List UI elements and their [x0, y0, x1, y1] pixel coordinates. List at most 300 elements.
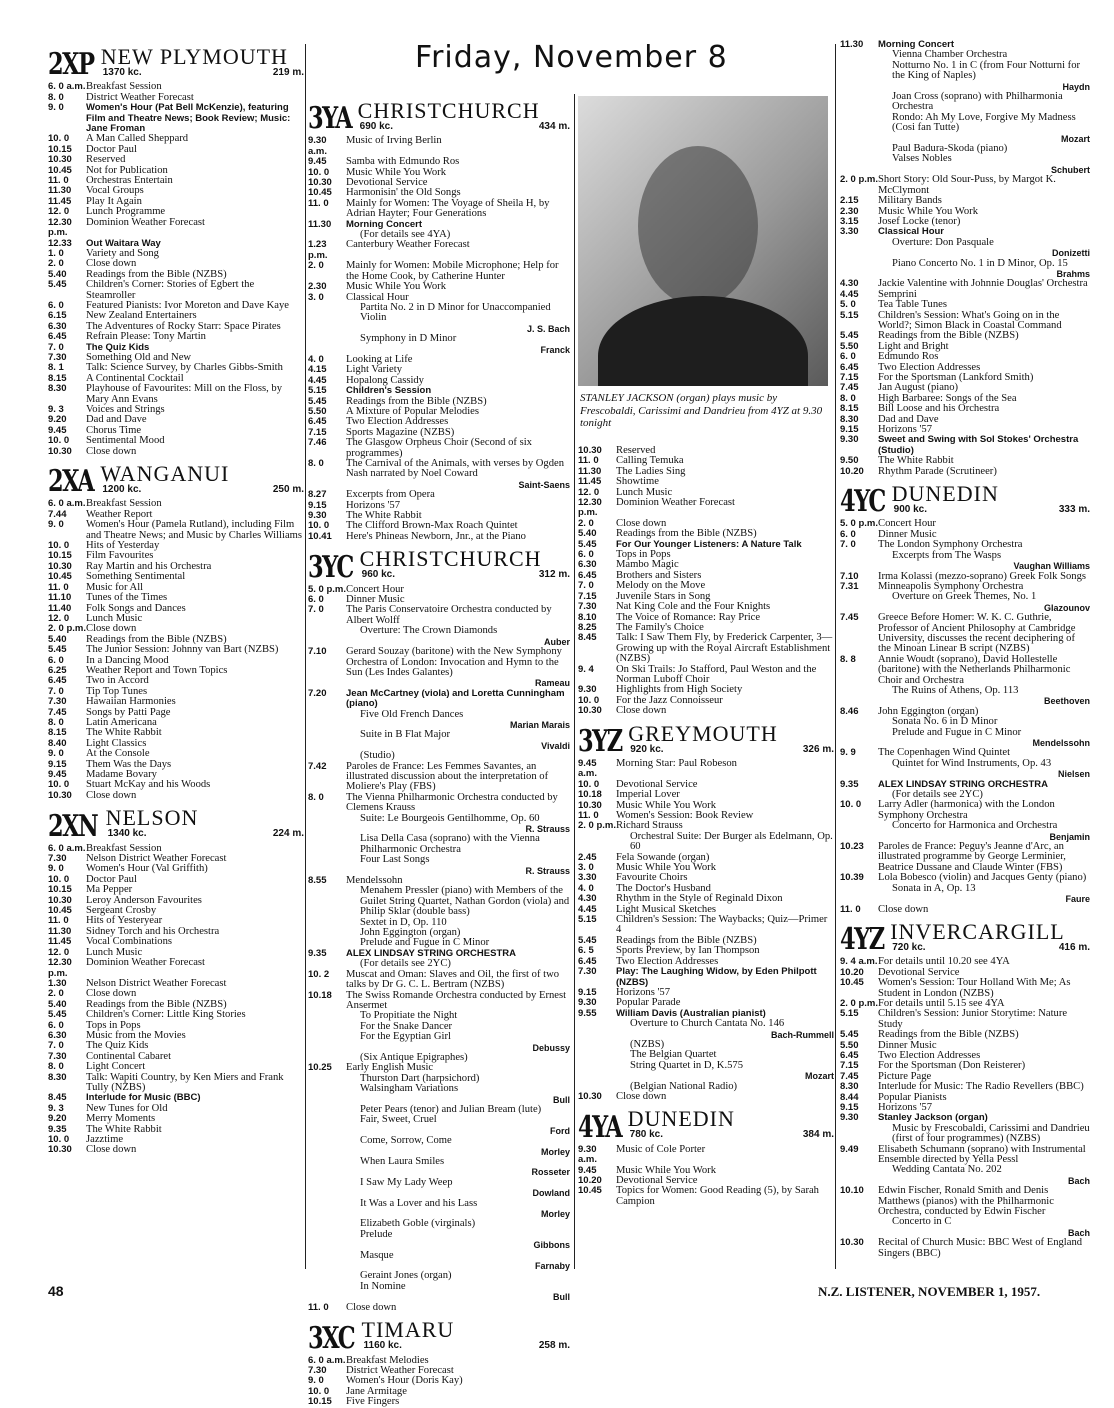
- column-rule: [835, 44, 836, 1269]
- programme-item: [48, 520, 304, 541]
- programme-title: Light Classics: [86, 737, 147, 749]
- programme-title: For the Sportsman (Don Reisterer): [878, 1060, 1026, 1072]
- composer: Faure: [1065, 894, 1090, 905]
- programme-title: Light Variety: [346, 364, 402, 376]
- programme-title: Concert Hour: [878, 518, 936, 530]
- programme-item: [840, 1217, 1090, 1227]
- programme-time: 10.30: [578, 799, 602, 811]
- programme-item: [840, 1030, 1090, 1040]
- programme-time: 8.15: [48, 372, 67, 384]
- programme-time: 9.15: [48, 758, 67, 770]
- programme-time: 3. 0: [308, 291, 324, 303]
- programme-title: Lisa Della Casa (soprano) with the Vienna Philharmonic Orchestra: [360, 833, 540, 855]
- programme-title: Children's Session: The Waybacks; Quiz—Primer 4: [616, 914, 828, 936]
- programme-time: 8.40: [48, 737, 67, 749]
- station-header: [840, 918, 1090, 958]
- programme-title: Light Concert: [86, 1061, 146, 1073]
- programme-title: Tops in Pops: [86, 1019, 141, 1031]
- programme-time: 9.30 a.m.: [578, 1143, 598, 1166]
- programme-item: [840, 238, 1090, 248]
- programme-title: Menahem Pressler (piano) with Members of the Guilet String Quartet, Nathan Gordon (viola) and Philip Sklar (double bass): [360, 885, 570, 918]
- programme-time: [840, 728, 878, 738]
- programme-time: 6.45: [308, 416, 327, 428]
- programme-time: [308, 1157, 346, 1167]
- programme-time: 10.45: [48, 905, 72, 917]
- programme-time: 8.15: [48, 727, 67, 739]
- programme-title: Military Bands: [878, 195, 942, 207]
- programme-time: [840, 717, 878, 727]
- programme-time: 6. 0: [840, 528, 856, 540]
- programme-title: (For details see 2YC): [892, 789, 983, 801]
- programme-title: (Studio): [360, 750, 395, 762]
- programme-title: Dominion Weather Forecast: [616, 497, 735, 509]
- portrait-suit: [598, 296, 808, 386]
- station-header: [308, 546, 570, 585]
- programme-title: Larry Adler (harmonica) with the London Symphony Orchestra: [878, 799, 1055, 821]
- station-name: DUNEDIN: [891, 481, 999, 507]
- programme-title: Tea Table Tunes: [878, 299, 947, 311]
- programme-time: 10.45: [308, 187, 332, 199]
- composer: Beethoven: [1043, 696, 1090, 707]
- station-callsign: 3YA: [308, 101, 352, 137]
- programme-time: 2.45: [578, 851, 597, 863]
- programme-title: Children's Session: What's Going on in the World?; Simon Black in Coastal Command: [878, 309, 1062, 331]
- programme-time: 6.25: [48, 664, 67, 676]
- programme-time: 5.40: [578, 528, 597, 540]
- programme-title: Paroles de France: Peguy's Jeanne d'Arc, an illustrated programme by George Lerminier, Beatrice Dussane and Claude Winter (FBS): [878, 841, 1066, 873]
- programme-time: 6.30: [48, 1029, 67, 1041]
- programme-title: Hawaiian Harmonies: [86, 696, 176, 708]
- programme-time: 10.41: [308, 530, 332, 542]
- programme-time: [308, 1084, 346, 1094]
- programme-time: 10.10: [840, 1185, 864, 1197]
- programme-title: Dinner Music: [878, 1039, 937, 1051]
- programme-title: Women's Hour (Val Griffith): [86, 863, 208, 875]
- station-wavelength: 333 m.: [1058, 504, 1090, 516]
- programme-time: 6.45: [578, 569, 597, 581]
- programme-item: [308, 386, 570, 396]
- programme-time: 10.30: [48, 789, 72, 801]
- programme-time: 10.30: [48, 445, 72, 457]
- programme-item: [308, 970, 570, 991]
- programme-time: 4.15: [308, 364, 327, 376]
- programme-time: [308, 1230, 346, 1240]
- composer: Mozart: [805, 1071, 834, 1082]
- programme-time: 10.23: [840, 841, 864, 853]
- programme-time: 10.15: [308, 1396, 332, 1408]
- programme-title: Geraint Jones (organ): [360, 1270, 452, 1282]
- programme-title: Mainly for Women: Mobile Microphone; Help for the Home Cook, by Catherine Hunter: [346, 260, 559, 282]
- programme-title: The White Rabbit: [86, 727, 162, 739]
- programme-title: A Man Called Sheppard: [86, 133, 189, 145]
- programme-title: Folk Songs and Dances: [86, 602, 186, 614]
- programme-time: 8.30: [48, 383, 67, 395]
- programme-time: [308, 1136, 346, 1146]
- programme-title: Overture: The Crown Diamonds: [360, 625, 498, 637]
- programme-title: Overture to Church Cantata No. 146: [630, 1018, 785, 1030]
- programme-item: [840, 1165, 1090, 1175]
- programme-title: The Ladies Sing: [616, 465, 686, 477]
- programme-time: 7.10: [840, 570, 859, 582]
- programme-title: Music While You Work: [616, 862, 716, 874]
- programme-title: District Weather Forecast: [86, 91, 194, 103]
- programme-time: [308, 1074, 346, 1084]
- programme-title: On Ski Trails: Jo Stafford, Paul Weston and the Norman Luboff Choir: [616, 663, 817, 685]
- programme-time: 5.40: [48, 998, 67, 1010]
- programme-time: 5.15: [840, 309, 859, 321]
- programme-title: Music for All: [86, 581, 144, 593]
- programme-time: 7. 0: [308, 604, 324, 616]
- programme-title: Thurston Dart (harpsichord): [360, 1072, 480, 1084]
- programme-time: 8. 0: [308, 791, 324, 803]
- programme-item: [840, 467, 1090, 477]
- programme-title: High Barbaree: Songs of the Sea: [878, 392, 1017, 404]
- programme-title: Fela Sowande (organ): [616, 851, 710, 863]
- programme-title: Close down: [86, 258, 137, 270]
- programme-item: [840, 1009, 1090, 1030]
- programme-time: 5.45: [48, 279, 67, 291]
- programme-title: Talk: Wapiti Country, by Ken Miers and Frank Tully (NZBS): [86, 1071, 284, 1093]
- programme-title: Lola Bobesco (violin) and Jacques Genty (piano): [878, 872, 1087, 884]
- programme-time: 1. 0: [48, 247, 64, 259]
- programme-title: The Quiz Kids: [86, 341, 150, 353]
- programme-title: Lunch Music: [616, 486, 673, 498]
- composer: Rosseter: [531, 1167, 570, 1178]
- programme-time: 5.45: [578, 934, 597, 946]
- programme-time: 10.18: [578, 789, 602, 801]
- programme-time: [840, 821, 878, 831]
- programme-time: 9.20: [48, 414, 67, 426]
- programme-title: Suite: Le Bourgeois Gentilhomme, Op. 60: [360, 812, 540, 824]
- programme-time: 6.45: [840, 361, 859, 373]
- station-callsign: 2XA: [48, 464, 94, 500]
- programme-time: [840, 686, 878, 696]
- programme-title: Five Fingers: [346, 1396, 400, 1408]
- programme-time: 9.45: [578, 1164, 597, 1176]
- programme-title: Readings from the Bible (NZBS): [86, 998, 227, 1010]
- composer: Vivaldi: [541, 740, 570, 751]
- composer: Marian Marais: [509, 719, 570, 730]
- programme-time: 3. 0: [578, 862, 594, 874]
- programme-time: 10. 0: [578, 778, 600, 790]
- programme-item: [308, 1387, 570, 1397]
- programme-item: [840, 259, 1090, 269]
- programme-time: 11. 0: [48, 915, 69, 927]
- programme-time: [308, 334, 346, 344]
- programme-item: [578, 759, 834, 780]
- station-name: INVERCARGILL: [890, 918, 1065, 944]
- programme-title: Paul Badura-Skoda (piano): [892, 143, 1008, 155]
- programme-title: Something Sentimental: [86, 571, 186, 583]
- programme-time: 4. 0: [578, 882, 594, 894]
- programme-title: Hits of Yesterday: [86, 540, 160, 552]
- programme-item: [308, 689, 570, 710]
- programme-title: Lunch Music: [86, 612, 143, 624]
- programme-title: Valses Nobles: [892, 153, 952, 165]
- programme-item: [308, 1366, 570, 1376]
- programme-item: [308, 1136, 570, 1146]
- programme-time: 7.45: [840, 612, 859, 624]
- programme-title: Symphony in D Minor: [360, 333, 457, 345]
- programme-time: 4.45: [840, 288, 859, 300]
- programme-title: Lunch Programme: [86, 206, 166, 218]
- programme-title: Children's Corner: Stories of Egbert the Steamroller: [86, 279, 255, 301]
- programme-time: 11.30: [578, 465, 602, 477]
- programme-title: Children's Session: [346, 385, 432, 397]
- programme-item: [308, 886, 570, 917]
- programme-time: [578, 832, 616, 853]
- programme-title: Harmonisin' the Old Songs: [346, 187, 461, 199]
- programme-item: [840, 144, 1090, 154]
- programme-time: [578, 1019, 616, 1029]
- programme-title: For the Snake Dancer: [360, 1020, 453, 1032]
- programme-time: [308, 814, 346, 824]
- programme-title: Picture Page: [878, 1070, 932, 1082]
- programme-item: [48, 697, 304, 707]
- programme-time: [308, 1115, 346, 1125]
- programme-title: Sidney Torch and his Orchestra: [86, 925, 220, 937]
- programme-item: [308, 199, 570, 220]
- programme-title: Juvenile Stars in Song: [616, 590, 711, 602]
- programme-title: Featured Pianists: Ivor Moreton and Dave Kaye: [86, 299, 289, 311]
- programme-time: 12.30 p.m.: [48, 216, 72, 239]
- programme-title: Close down: [86, 445, 137, 457]
- portrait-photo: [578, 96, 828, 386]
- programme-item: [840, 551, 1090, 561]
- programme-time: 11.45: [48, 936, 72, 948]
- station-name: CHRISTCHURCH: [357, 98, 540, 123]
- programme-title: Women's Hour (Pamela Rutland), including Film and Theatre News; and Music by Charles Williams: [86, 519, 303, 541]
- programme-time: 6.30: [578, 559, 597, 571]
- programme-time: 11.40: [48, 602, 72, 614]
- programme-title: The Copenhagen Wind Quintet: [878, 747, 1011, 759]
- programme-title: Music While You Work: [346, 166, 446, 178]
- programme-time: 10.45: [48, 164, 72, 176]
- programme-title: Josef Locke (tenor): [878, 215, 961, 227]
- programme-title: The Adventures of Rocky Starr: Space Pirates: [86, 320, 281, 332]
- programme-title: Interlude for Music: The Radio Revellers (BBC): [878, 1081, 1084, 1093]
- programme-title: New Zealand Entertainers: [86, 310, 197, 322]
- programme-title: Sports Preview, by Ian Thompson: [616, 945, 760, 957]
- programme-time: [840, 238, 878, 248]
- programme-title: Mendelssohn: [346, 875, 403, 887]
- programme-item: [308, 834, 570, 855]
- programme-title: Excerpts from Opera: [346, 489, 435, 501]
- programme-title: Dinner Music: [878, 528, 937, 540]
- programme-title: The Quiz Kids: [86, 1040, 149, 1052]
- programme-title: The Family's Choice: [616, 621, 704, 633]
- programme-time: 11.10: [48, 592, 72, 604]
- programme-time: 6. 0: [48, 299, 64, 311]
- programme-item: [308, 730, 570, 740]
- programme-time: 1.30: [48, 977, 67, 989]
- programme-title: Highlights from High Society: [616, 684, 743, 696]
- programme-time: [308, 886, 346, 917]
- station-header: [48, 44, 304, 83]
- column-3: [578, 446, 834, 1207]
- station-frequency: 1200 kc.: [102, 484, 142, 496]
- programme-title: Close down: [616, 1090, 667, 1102]
- station-wavelength: 326 m.: [802, 743, 834, 755]
- station-name: WANGANUI: [100, 461, 230, 487]
- programme-title: For the Egyptian Girl: [360, 1031, 451, 1043]
- station-callsign: 4YZ: [840, 922, 884, 958]
- programme-item: [308, 1271, 570, 1281]
- programme-time: 10.30: [48, 154, 72, 166]
- station-name: CHRISTCHURCH: [359, 546, 542, 572]
- programme-title: Richard Strauss: [616, 820, 683, 832]
- column-1: [48, 40, 304, 1156]
- programme-time: [840, 592, 878, 602]
- programme-title: Close down: [616, 517, 667, 529]
- programme-item: [308, 626, 570, 636]
- programme-time: 2. 0 p.m.: [48, 623, 87, 635]
- programme-time: 8. 1: [48, 362, 64, 374]
- programme-title: Jan August (piano): [878, 382, 959, 394]
- programme-title: Sonata in A, Op. 13: [892, 882, 976, 894]
- programme-title: Close down: [86, 623, 137, 635]
- programme-time: 5.45: [48, 1009, 67, 1021]
- programme-title: Doctor Paul: [86, 143, 137, 155]
- programme-item: [840, 592, 1090, 602]
- programme-item: [48, 1073, 304, 1094]
- programme-time: [308, 1022, 346, 1032]
- programme-title: Breakfast Melodies: [346, 1354, 429, 1366]
- programme-time: 7. 0: [48, 1040, 64, 1052]
- programme-item: [840, 1238, 1090, 1259]
- programme-time: 10.15: [48, 143, 72, 155]
- programme-time: 11.30: [308, 218, 332, 230]
- programme-time: 8. 0: [840, 392, 856, 404]
- programme-time: 5.40: [48, 633, 67, 645]
- programme-title: Irma Kolassi (mezzo-soprano) Greek Folk Songs: [878, 570, 1087, 582]
- programme-time: [308, 1271, 346, 1281]
- programme-title: Annie Woudt (soprano), David Hollestelle (baritone) with the Netherlands Philharmonic Choir and Orchestra: [878, 653, 1071, 686]
- programme-title: Muscat and Oman: Slaves and Oil, the first of two talks by Dr G. C. L. Bertram (NZBS): [346, 968, 560, 991]
- programme-item: [840, 613, 1090, 655]
- programme-time: [578, 1040, 616, 1050]
- programme-time: 6. 0 a.m.: [48, 498, 86, 510]
- programme-time: 6.45: [48, 675, 67, 687]
- programme-time: 10.25: [308, 1062, 332, 1074]
- station-callsign: 2XP: [48, 47, 94, 83]
- programme-item: [578, 915, 834, 936]
- composer: Debussy: [532, 1042, 570, 1053]
- programme-title: Wedding Cantata No. 202: [892, 1164, 1002, 1176]
- programme-time: [308, 928, 346, 938]
- programme-title: Continental Cabaret: [86, 1050, 172, 1062]
- programme-title: Nat King Cole and the Four Knights: [616, 601, 771, 613]
- programme-time: 2.30: [308, 281, 327, 293]
- station-callsign: 4YA: [578, 1109, 622, 1145]
- programme-time: 10. 0: [48, 435, 70, 447]
- programme-time: 10.20: [840, 465, 864, 477]
- programme-item: [308, 1356, 570, 1366]
- programme-item: [578, 1019, 834, 1029]
- station-callsign: 2XN: [48, 808, 98, 844]
- programme-time: 7.15: [840, 1060, 859, 1072]
- programme-time: [840, 1217, 878, 1227]
- programme-title: A Mixture of Popular Melodies: [346, 405, 479, 417]
- programme-title: Elizabeth Goble (virginals): [360, 1218, 476, 1230]
- station-header: [308, 1317, 570, 1356]
- composer: Donizetti: [1052, 248, 1090, 259]
- programme-time: [308, 1282, 346, 1292]
- programme-time: 7.31: [840, 580, 859, 592]
- programme-item: [48, 1145, 304, 1155]
- programme-item: [308, 762, 570, 793]
- programme-item: [840, 1186, 1090, 1217]
- programme-title: Quintet for Wind Instruments, Op. 43: [892, 757, 1052, 769]
- composer: J. S. Bach: [526, 323, 570, 334]
- programme-title: Stanley Jackson (organ): [878, 1112, 988, 1124]
- programme-time: 10. 0: [578, 694, 600, 706]
- footer-credit: N.Z. LISTENER, NOVEMBER 1, 1957.: [818, 1284, 1041, 1299]
- programme-title: Concerto for Harmonica and Orchestra: [892, 820, 1058, 832]
- programme-item: [308, 282, 570, 292]
- programme-title: (NZBS): [630, 1038, 665, 1050]
- programme-item: [840, 154, 1090, 164]
- programme-time: 6.45: [48, 331, 67, 343]
- programme-title: Calling Temuka: [616, 455, 684, 467]
- programme-item: [308, 1032, 570, 1042]
- programme-title: Popular Pianists: [878, 1091, 947, 1103]
- programme-time: [308, 1219, 346, 1229]
- programme-title: Readings from the Bible (NZBS): [86, 633, 227, 645]
- programme-title: Recital of Church Music: BBC West of England Singers (BBC): [878, 1237, 1083, 1259]
- composer: Morley: [540, 1209, 570, 1220]
- programme-item: [578, 633, 834, 664]
- programme-title: (For details see 4YA): [360, 229, 451, 241]
- programme-title: It Was a Lover and his Lass: [360, 1197, 478, 1209]
- programme-item: [578, 1092, 834, 1102]
- programme-time: 8.55: [308, 875, 327, 887]
- station-wavelength: 219 m.: [272, 67, 304, 78]
- programme-time: 2. 0: [308, 260, 324, 272]
- programme-time: [840, 884, 878, 894]
- station-frequency: 690 kc.: [359, 121, 394, 132]
- programme-time: 12.30 p.m.: [578, 497, 602, 519]
- programme-time: 10.45: [840, 977, 864, 989]
- programme-item: [308, 1397, 570, 1407]
- programme-title: Stuart McKay and his Woods: [86, 779, 211, 791]
- programme-time: 7. 0: [840, 539, 856, 551]
- programme-time: [840, 61, 878, 82]
- programme-time: 10.30: [48, 894, 72, 906]
- programme-item: [308, 459, 570, 480]
- programme-time: 11.30: [840, 39, 864, 50]
- programme-title: Minneapolis Symphony Orchestra: [878, 580, 1024, 592]
- programme-title: (For details see 2YC): [360, 958, 451, 970]
- programme-time: 9. 4 a.m.: [840, 956, 878, 968]
- programme-item: [308, 1219, 570, 1229]
- programme-title: Classical Hour: [346, 291, 409, 303]
- programme-item: [48, 645, 304, 655]
- programme-time: 10.30: [48, 1144, 72, 1156]
- programme-title: The White Rabbit: [346, 510, 422, 522]
- programme-item: [48, 1010, 304, 1020]
- programme-time: 9.15: [840, 1102, 859, 1113]
- programme-title: Popular Parade: [616, 997, 681, 1009]
- programme-item: [308, 1251, 570, 1261]
- programme-time: 5.15: [308, 385, 327, 397]
- programme-title: Two Election Addresses: [878, 361, 981, 373]
- programme-time: 11. 0: [48, 581, 69, 593]
- programme-title: John Eggington (organ): [360, 927, 461, 939]
- programme-time: 10. 0: [308, 1385, 330, 1397]
- programme-title: Devotional Service: [346, 177, 428, 189]
- composer: Morley: [540, 1146, 570, 1157]
